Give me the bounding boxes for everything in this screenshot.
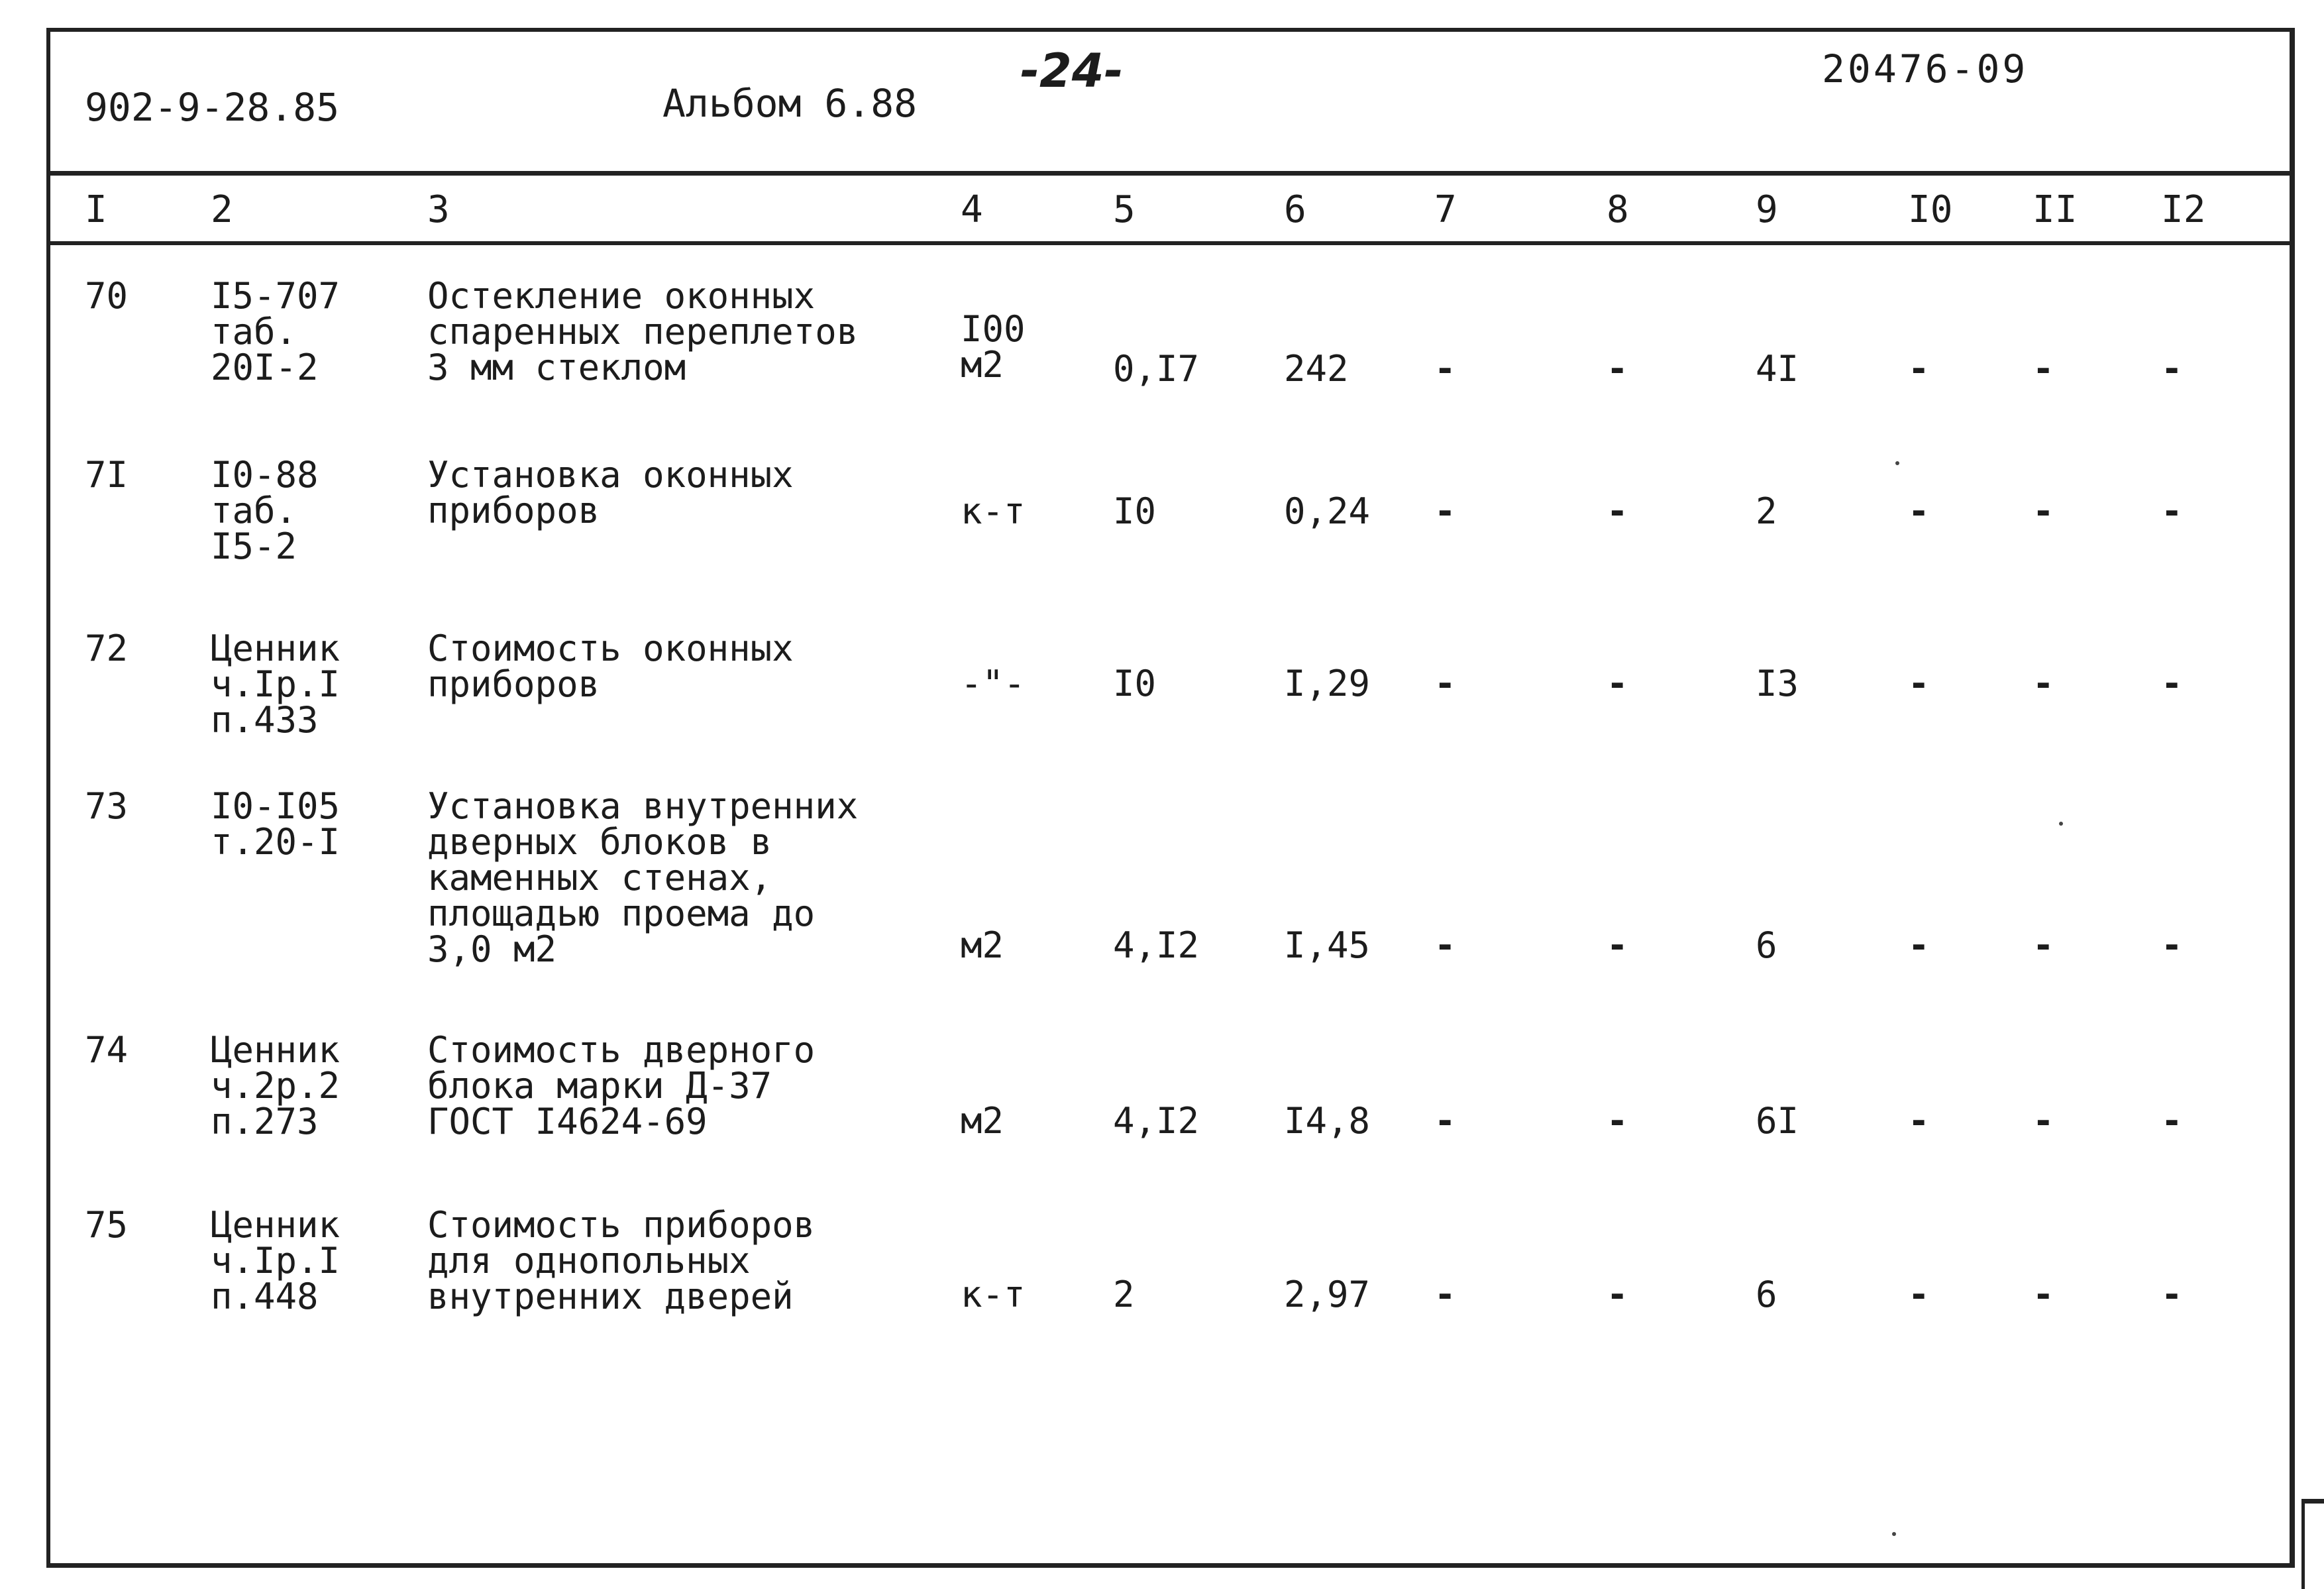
row-72-c10: - (1908, 663, 1930, 704)
row-72-c7: - (1434, 663, 1456, 704)
edge-mark (2301, 1499, 2305, 1589)
header-rule-top (46, 171, 2295, 176)
row-72-qty: I0 (1113, 663, 1157, 704)
row-73-c11: - (2033, 924, 2054, 966)
row-72-c11: - (2033, 663, 2054, 704)
row-7I-code: I0-88 таб. I5-2 (211, 454, 319, 567)
column-header-1: I (85, 188, 107, 231)
page-number: -24- (1020, 44, 1124, 98)
row-7I-price: 0,24 (1284, 490, 1371, 532)
row-70-c8: - (1607, 348, 1628, 390)
row-70-qty: 0,I7 (1113, 348, 1200, 390)
row-75-c12: - (2161, 1274, 2183, 1315)
row-75-num: 75 (85, 1204, 129, 1246)
row-7I-desc: Установка оконных приборов (427, 454, 794, 531)
row-75-c8: - (1607, 1274, 1628, 1315)
row-70-c10: - (1908, 348, 1930, 390)
column-header-2: 2 (211, 188, 233, 231)
row-74-code: Ценник ч.2р.2 п.273 (211, 1029, 341, 1142)
column-header-4: 4 (961, 188, 983, 231)
row-74-qty: 4,I2 (1113, 1100, 1200, 1142)
row-7I-c11: - (2033, 490, 2054, 532)
column-header-12: I2 (2161, 188, 2206, 231)
row-70-c12: - (2161, 348, 2183, 390)
row-7I-c8: - (1607, 490, 1628, 532)
column-header-3: 3 (427, 188, 450, 231)
project-code: 902-9-28.85 (85, 85, 340, 130)
row-75-c10: - (1908, 1274, 1930, 1315)
row-73-c12: - (2161, 924, 2183, 966)
row-73-c10: - (1908, 924, 1930, 966)
row-73-unit: м2 (961, 924, 1004, 966)
row-74-c8: - (1607, 1100, 1628, 1142)
row-75-c7: - (1434, 1274, 1456, 1315)
row-7I-unit: к-т (961, 490, 1026, 532)
row-72-code: Ценник ч.Iр.I п.433 (211, 628, 341, 741)
speck (2059, 822, 2063, 826)
row-7I-c12: - (2161, 490, 2183, 532)
row-70-num: 70 (85, 275, 129, 317)
row-73-desc: Установка внутренних дверных блоков в каменных стенах, площадью проема до 3,0 м2 (427, 785, 859, 970)
row-75-code: Ценник ч.Iр.I п.448 (211, 1204, 341, 1317)
row-74-num: 74 (85, 1029, 129, 1071)
row-74-c12: - (2161, 1100, 2183, 1142)
row-72-desc: Стоимость оконных приборов (427, 628, 794, 705)
row-74-unit: м2 (961, 1100, 1004, 1142)
row-7I-c7: - (1434, 490, 1456, 532)
row-72-price: I,29 (1284, 663, 1371, 704)
row-7I-qty: I0 (1113, 490, 1157, 532)
speck (1892, 1532, 1896, 1536)
row-73-price: I,45 (1284, 924, 1371, 966)
row-72-unit: -"- (961, 663, 1026, 704)
row-73-c8: - (1607, 924, 1628, 966)
row-75-c9: 6 (1756, 1274, 1777, 1315)
row-74-c9: 6I (1756, 1100, 1799, 1142)
row-70-desc: Остекление оконных спаренных переплетов 3 мм стеклом (427, 275, 859, 388)
edge-mark (2301, 1499, 2324, 1504)
row-73-code: I0-I05 т.20-I (211, 785, 341, 863)
row-70-c11: - (2033, 348, 2054, 390)
row-75-desc: Стоимость приборов для однопольных внутренних дверей (427, 1204, 816, 1317)
row-72-c12: - (2161, 663, 2183, 704)
row-72-c8: - (1607, 663, 1628, 704)
row-73-num: 73 (85, 785, 129, 827)
row-70-price: 242 (1284, 348, 1349, 390)
row-70-unit: I00 м2 (961, 308, 1026, 386)
row-73-c9: 6 (1756, 924, 1777, 966)
row-72-c9: I3 (1756, 663, 1799, 704)
row-75-qty: 2 (1113, 1274, 1135, 1315)
speck (1895, 461, 1899, 465)
row-74-c10: - (1908, 1100, 1930, 1142)
row-70-c7: - (1434, 348, 1456, 390)
doc-number: 20476-09 (1822, 46, 2029, 91)
row-75-c11: - (2033, 1274, 2054, 1315)
column-header-9: 9 (1756, 188, 1778, 231)
column-header-6: 6 (1284, 188, 1306, 231)
column-header-7: 7 (1434, 188, 1457, 231)
row-7I-c9: 2 (1756, 490, 1777, 532)
album-label: Альбом 6.88 (662, 81, 918, 126)
header-rule-bottom (46, 241, 2295, 245)
row-73-qty: 4,I2 (1113, 924, 1200, 966)
row-75-unit: к-т (961, 1274, 1026, 1315)
row-70-code: I5-707 таб. 20I-2 (211, 275, 341, 388)
column-header-11: II (2033, 188, 2078, 231)
row-74-c7: - (1434, 1100, 1456, 1142)
row-74-desc: Стоимость дверного блока марки Д-37 ГОСТ I4624-69 (427, 1029, 816, 1142)
column-header-5: 5 (1113, 188, 1136, 231)
column-header-10: I0 (1908, 188, 1953, 231)
document-frame (46, 28, 2295, 1568)
row-7I-c10: - (1908, 490, 1930, 532)
row-74-price: I4,8 (1284, 1100, 1371, 1142)
row-75-price: 2,97 (1284, 1274, 1371, 1315)
row-74-c11: - (2033, 1100, 2054, 1142)
row-7I-num: 7I (85, 454, 129, 496)
row-73-c7: - (1434, 924, 1456, 966)
column-header-8: 8 (1607, 188, 1629, 231)
row-70-c9: 4I (1756, 348, 1799, 390)
row-72-num: 72 (85, 628, 129, 669)
